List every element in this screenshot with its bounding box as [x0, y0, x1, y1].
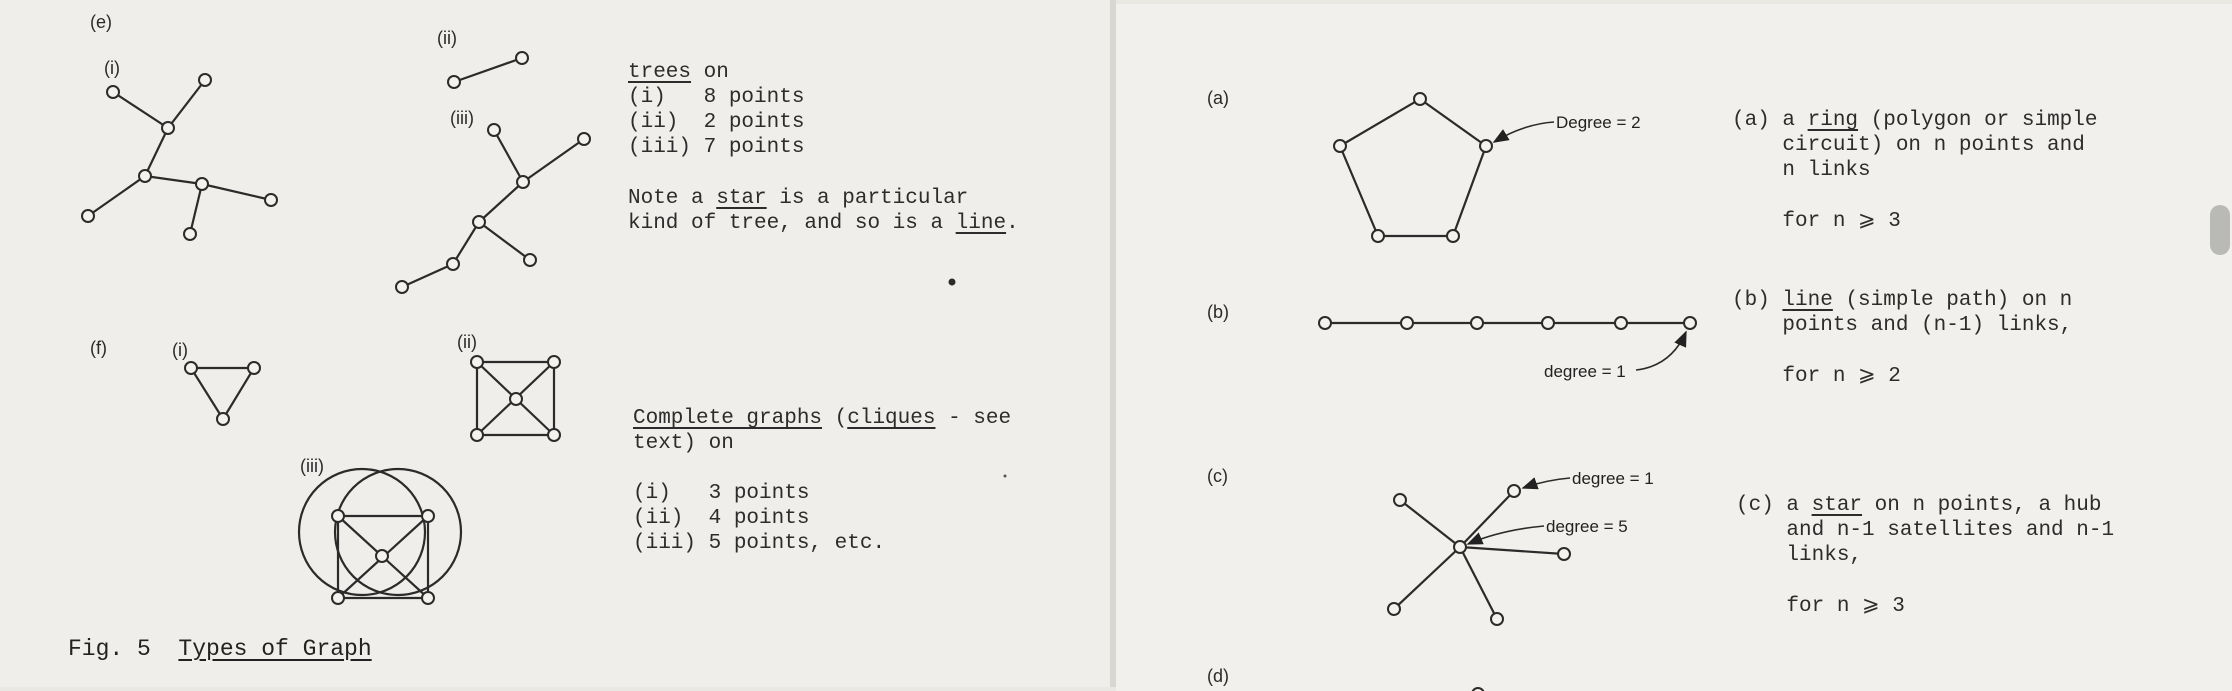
- ring-text-1: (a) a ring (polygon or simple: [1732, 109, 2098, 132]
- line-text-2: points and (n-1) links,: [1732, 314, 2073, 337]
- section-a-label: (a): [1207, 88, 1229, 108]
- complete-graphs-line-2: text) on: [633, 432, 734, 455]
- clique-line-i: (i) 3 points: [633, 482, 810, 505]
- tree-i-label: (i): [104, 58, 120, 78]
- left-page: [0, 0, 1110, 687]
- section-f-label: (f): [90, 338, 107, 358]
- clique-iii-diagram: [299, 469, 461, 604]
- star-note-line-1: Note a star is a particular: [628, 187, 969, 210]
- trees-heading: trees on: [628, 61, 729, 84]
- tree-iii-label: (iii): [450, 108, 474, 128]
- section-c-label: (c): [1207, 466, 1228, 486]
- ring-degree-annotation: Degree = 2: [1556, 113, 1641, 132]
- ring-text-2: circuit) on n points and: [1732, 134, 2085, 157]
- star-degree-5-annotation: degree = 5: [1546, 517, 1628, 536]
- left-diagrams: [0, 0, 1110, 687]
- clique-ii-label: (ii): [457, 332, 477, 352]
- section-e-label: (e): [90, 12, 112, 32]
- tree-iii-diagram: [396, 124, 590, 293]
- star-text-1: (c) a star on n points, a hub: [1736, 494, 2102, 517]
- tree-ii-diagram: [448, 52, 528, 88]
- ring-text-4: for n ⩾ 3: [1732, 210, 1901, 233]
- star-text-4: for n ⩾ 3: [1736, 595, 1905, 618]
- right-page: [1116, 4, 2232, 691]
- clique-line-iii: (iii) 5 points, etc.: [633, 532, 886, 555]
- ring-text-3: n links: [1732, 159, 1871, 182]
- tree-ii-label: (ii): [437, 28, 457, 48]
- star-text-3: links,: [1736, 544, 1863, 567]
- clique-line-ii: (ii) 4 points: [633, 507, 810, 530]
- trees-line-iii: (iii) 7 points: [628, 136, 805, 159]
- complete-graphs-heading: Complete graphs (cliques - see: [633, 407, 1012, 430]
- section-d-label: (d): [1207, 666, 1229, 686]
- ink-dot: [949, 279, 956, 286]
- star-diagram: [1388, 469, 1654, 625]
- trees-line-ii: (ii) 2 points: [628, 111, 805, 134]
- line-degree-annotation: degree = 1: [1544, 362, 1626, 381]
- clique-i-label: (i): [172, 340, 188, 360]
- tree-i-diagram: [82, 74, 277, 240]
- star-degree-1-annotation: degree = 1: [1572, 469, 1654, 488]
- star-text-2: and n-1 satellites and n-1: [1736, 519, 2115, 542]
- scrollbar-thumb[interactable]: [2210, 205, 2230, 255]
- star-note-line-2: kind of tree, and so is a line.: [628, 212, 1019, 235]
- right-diagrams: [1116, 4, 2232, 691]
- ring-diagram: [1334, 93, 1641, 242]
- trees-line-i: (i) 8 points: [628, 86, 805, 109]
- clique-ii-diagram: [471, 356, 560, 441]
- line-text-1: (b) line (simple path) on n: [1732, 289, 2073, 312]
- clique-iii-label: (iii): [300, 456, 324, 476]
- line-text-3: for n ⩾ 2: [1732, 365, 1901, 388]
- figure-caption: Fig. 5 Types of Graph: [68, 636, 372, 662]
- line-diagram: [1319, 317, 1696, 381]
- ink-speck: [1004, 475, 1007, 478]
- section-b-label: (b): [1207, 302, 1229, 322]
- clique-i-diagram: [185, 362, 260, 425]
